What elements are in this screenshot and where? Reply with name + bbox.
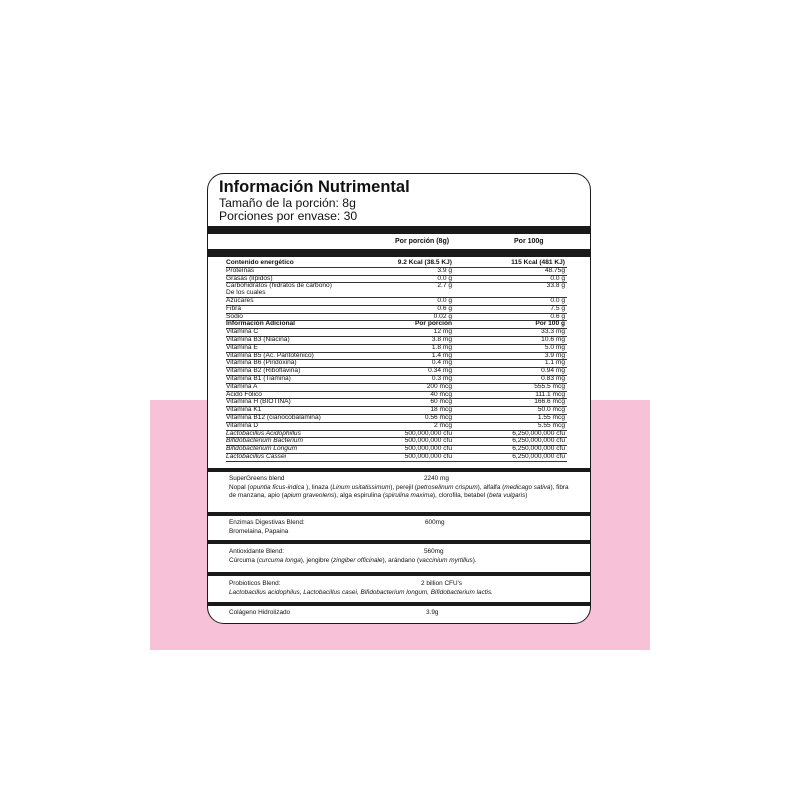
per-serving-value: 60 mcg xyxy=(430,398,452,406)
nutrient-name: Contenido energético xyxy=(226,259,294,266)
per-100g-value: 6,250,000,000 cfu xyxy=(512,437,565,445)
nutrient-name: Bifidobacterium Longum xyxy=(226,445,298,453)
servings-per-container: Porciones por envase: 30 xyxy=(219,209,358,223)
table-row xyxy=(226,321,567,329)
collagen-section xyxy=(229,609,574,618)
table-row xyxy=(226,306,567,314)
per-serving-value: 3.9 g xyxy=(437,266,452,274)
per-serving-value: 0.3 mg xyxy=(431,374,452,382)
nutrient-table xyxy=(226,260,567,462)
enzymes-amount: 600mg xyxy=(425,519,445,526)
per-100g-value: 6,250,000,000 cfu xyxy=(512,445,565,453)
per-serving-value: 200 mcg xyxy=(426,382,452,390)
supergreens-name: SuperGreens blend xyxy=(229,475,285,482)
per-serving-value: 2 mcg xyxy=(434,421,452,429)
per-serving-value: 1.8 mg xyxy=(431,343,452,351)
antioxidant-amount: 560mg xyxy=(424,548,444,555)
nutrient-name: Vitamina B1 (Tiamina) xyxy=(226,374,291,382)
section-divider xyxy=(208,468,590,472)
per-serving-value: 0.0 g xyxy=(437,296,452,304)
supergreens-section xyxy=(229,475,574,501)
nutrient-name: De los cuales xyxy=(226,289,266,297)
nutrient-name: Grasas (lípidos) xyxy=(226,274,273,282)
table-row xyxy=(226,337,567,345)
table-row xyxy=(226,454,567,462)
probiotics-name: Probioticos Blend: xyxy=(229,580,281,587)
label-title: Información Nutrimental xyxy=(219,178,410,196)
probiotics-amount: 2 billion CFU's xyxy=(421,580,462,587)
per-100g-value: 3.9 mg xyxy=(544,351,565,359)
per-100g-value: 0.94 mg xyxy=(541,367,565,375)
per-serving-value: 0.34 mg xyxy=(428,367,452,375)
probiotics-description: Lactobacillus acidophilus, Lactobacillus casei, Bifidobacterium longum, Bifidobacterium lactis. xyxy=(229,588,493,596)
header-per-serving: Por porción (8g) xyxy=(395,238,450,245)
nutrient-name: Vitamina E xyxy=(226,343,258,351)
per-100g-value: 1.1 mg xyxy=(544,359,565,367)
nutrient-name: Bifidobacterium Bacterium xyxy=(226,437,303,445)
table-row xyxy=(226,399,567,407)
per-100g-value: 1.55 mcg xyxy=(537,413,565,421)
per-100g-value: 115 Kcal (481 KJ) xyxy=(511,259,565,266)
per-serving-value: 500,000,000 cfu xyxy=(404,445,452,453)
nutrient-name: Vitamina B6 (Piridoxina) xyxy=(226,359,297,367)
section-divider xyxy=(208,602,590,606)
section-divider xyxy=(208,572,590,576)
nutrient-name: Vitamina H (BIOTINA) xyxy=(226,398,291,406)
table-row xyxy=(226,376,567,384)
per-100g-value: 166.6 mcg xyxy=(534,398,565,406)
probiotics-section xyxy=(229,580,574,597)
per-100g-value: 0.83 mg xyxy=(541,374,565,382)
nutrient-name: Vitamina A xyxy=(226,382,258,390)
nutrient-name: Información Adicional xyxy=(226,320,295,328)
per-serving-value: 3.8 mg xyxy=(431,335,452,343)
per-serving-value: 0.0 g xyxy=(437,274,452,282)
per-serving-value: 0.56 mcg xyxy=(424,413,452,421)
table-row xyxy=(226,415,567,423)
nutrient-name: Vitamina K1 xyxy=(226,406,262,414)
table-row xyxy=(226,268,567,276)
thick-divider xyxy=(208,226,590,234)
table-row xyxy=(226,260,567,268)
serving-size: Tamaño de la porción: 8g xyxy=(219,196,356,210)
per-100g-value: 5.0 mg xyxy=(544,343,565,351)
per-100g-value: 7.5 g xyxy=(550,304,565,312)
nutrient-name: Sodio xyxy=(226,312,243,320)
per-serving-value: 0.6 g xyxy=(437,304,452,312)
per-100g-value: 33.3 mg xyxy=(541,328,565,336)
per-serving-value: 12 mg xyxy=(433,328,452,336)
per-serving-value: 0.4 mg xyxy=(431,359,452,367)
per-serving-value: 0.02 g xyxy=(433,312,452,320)
table-row xyxy=(226,290,567,298)
nutrient-name: Vitamina C xyxy=(226,328,259,336)
per-100g-value: 5.55 mcg xyxy=(537,421,565,429)
antioxidant-section xyxy=(229,548,574,565)
nutrient-name: Lactobacillus Cassei xyxy=(226,452,287,460)
antioxidant-name: Antioxidante Blend: xyxy=(229,548,285,555)
nutrient-name: Vitamina B5 (Ac. Pantoténico) xyxy=(226,351,314,359)
thick-divider xyxy=(208,249,590,257)
nutrient-name: Vitamina B12 (cianocobalamina) xyxy=(226,413,321,421)
per-100g-value: 6,250,000,000 cfu xyxy=(512,429,565,437)
nutrient-name: Azúcares xyxy=(226,296,254,304)
per-serving-value: 500,000,000 cfu xyxy=(404,429,452,437)
per-100g-value: 6,250,000,000 cfu xyxy=(512,452,565,460)
per-serving-value: Por porción xyxy=(415,320,452,328)
nutrient-name: Carbohidratos (hidratos de carbono) xyxy=(226,282,332,290)
per-100g-value: 33.8 g xyxy=(546,282,565,290)
table-row xyxy=(226,283,567,290)
nutrient-name: Proteínas xyxy=(226,266,255,274)
supergreens-description: Nopal (opuntia ficus-indica ), linaza (Linum usitatissimum), perejil (petroselinum crispum), alfalfa (medicago sativa), fibra de manzana, apio (apium graveolens), alga espirulina (spirulina maxima), clorofila, betabel (beta vulgaris) xyxy=(229,483,569,500)
nutrient-name: Vitamina D xyxy=(226,421,259,429)
per-100g-value: 10.6 mg xyxy=(541,335,565,343)
per-100g-value: 50.0 mcg xyxy=(537,406,565,414)
section-divider xyxy=(208,512,590,516)
collagen-name: Colágeno Hidrolizado xyxy=(229,609,291,616)
nutrient-name: Acido Fólico xyxy=(226,390,262,398)
per-100g-value: 48.75g xyxy=(544,266,565,274)
collagen-amount: 3.9g xyxy=(426,609,439,616)
antioxidant-description: Cúrcuma (curcuma longa), jengibre (zingiber officinale), arándano (vaccinium myrtillus). xyxy=(229,556,477,564)
table-row xyxy=(226,384,567,392)
per-serving-value: 2.7 g xyxy=(437,282,452,290)
nutrient-name: Fibra xyxy=(226,304,242,312)
per-serving-value: 500,000,000 cfu xyxy=(404,437,452,445)
nutrient-name: Lactobacillus Acidophillus xyxy=(226,429,301,437)
per-serving-value: 500,000,000 cfu xyxy=(404,452,452,460)
enzymes-description: Bromelaina, Papaina xyxy=(229,527,289,535)
per-100g-value: Por 100 g xyxy=(535,320,565,328)
per-serving-value: 9.2 Kcal (38.5 KJ) xyxy=(397,259,452,266)
per-100g-value: 555.5 mcg xyxy=(534,382,565,390)
nutrient-name: Vitamina B3 (Niacina) xyxy=(226,335,290,343)
enzymes-section xyxy=(229,519,574,536)
supergreens-amount: 2240 mg xyxy=(424,475,449,482)
section-divider xyxy=(208,540,590,544)
nutrient-name: Vitamina B2 (Riboflavina) xyxy=(226,367,301,375)
header-per-100g: Por 100g xyxy=(514,238,544,245)
nutrition-label xyxy=(207,173,591,624)
per-100g-value: 111.1 mcg xyxy=(535,390,565,398)
enzymes-name: Enzimas Digestivas Blend: xyxy=(229,519,305,526)
per-serving-value: 1.4 mg xyxy=(431,351,452,359)
per-serving-value: 18 mcg xyxy=(430,406,452,414)
per-100g-value: 0.6 g xyxy=(550,312,565,320)
per-serving-value: 40 mcg xyxy=(430,390,452,398)
table-row xyxy=(226,298,567,306)
per-100g-value: 0.0 g xyxy=(550,274,565,282)
per-100g-value: 0.0 g xyxy=(550,296,565,304)
